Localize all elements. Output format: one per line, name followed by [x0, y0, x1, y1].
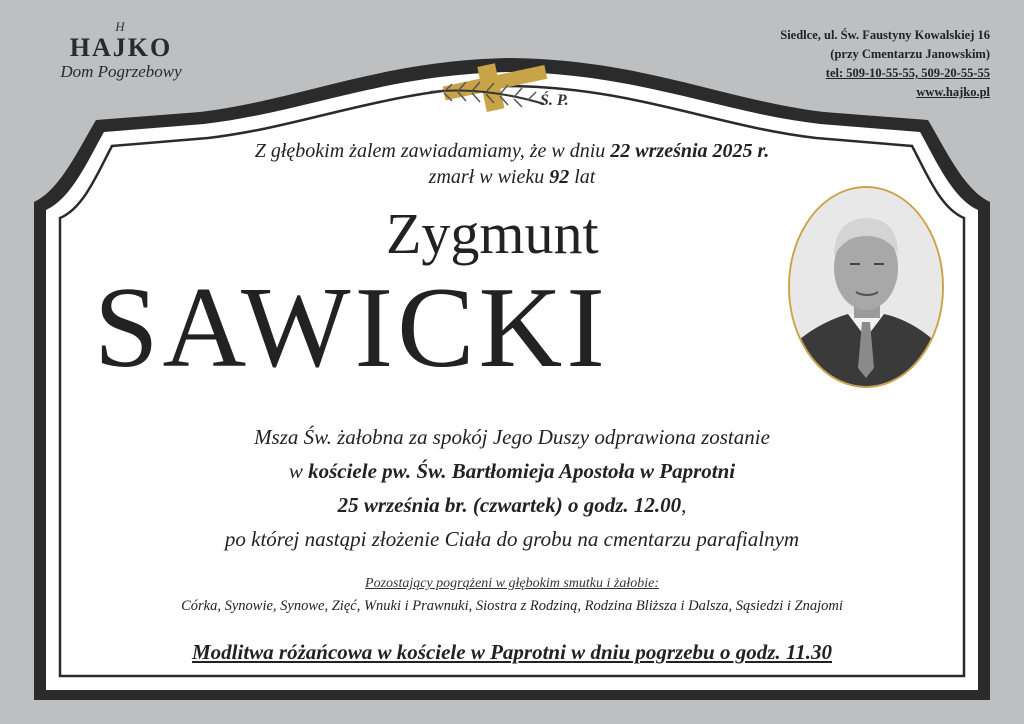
age: 92 [549, 166, 570, 188]
logo-subtitle: Dom Pogrzebowy [60, 62, 182, 81]
deceased-first-name: Zygmunt [386, 201, 599, 266]
mass-datetime: 25 września br. (czwartek) o godz. 12.00 [337, 493, 682, 517]
logo-name: HAJKO [69, 33, 173, 62]
funeral-home-logo [36, 20, 206, 82]
mass-line-2: w kościele pw. Św. Bartłomieja Apostoła w Paprotni [288, 459, 736, 483]
contact-website[interactable]: www.hajko.pl [916, 85, 990, 99]
deceased-portrait [788, 186, 944, 388]
mass-line-1: Msza Św. żałobna za spokój Jego Duszy odprawiona zostanie [254, 425, 770, 449]
church-name: kościele pw. Św. Bartłomieja Apostoła w Paprotni [308, 459, 736, 483]
announcement-line-2: zmarł w wieku 92 lat [428, 166, 596, 188]
logo-monogram: H [115, 19, 127, 34]
mourners-list: Córka, Synowie, Synowe, Zięć, Wnuki i Prawnuki, Siostra z Rodziną, Rodzina Bliższa i Dalsza, Sąsiedzi i Znajomi [181, 598, 843, 614]
sp-abbreviation: Ś. P. [540, 92, 569, 109]
rosary-announcement: Modlitwa różańcowa w kościele w Paprotni w dniu pogrzebu o godz. 11.30 [191, 640, 832, 664]
contact-address: Siedlce, ul. Św. Faustyny Kowalskiej 16 [780, 28, 990, 42]
announcement-line-1: Z głębokim żalem zawiadamiamy, że w dniu 22 września 2025 r. [254, 140, 770, 162]
deceased-last-name: SAWICKI [94, 264, 609, 392]
mourners-heading: Pozostający pogrążeni w głębokim smutku i żałobie: [365, 576, 659, 591]
contact-phone: tel: 509-10-55-55, 509-20-55-55 [825, 66, 990, 80]
mass-line-3: 25 września br. (czwartek) o godz. 12.00, [337, 493, 687, 517]
mass-line-4: po której nastąpi złożenie Ciała do grobu na cmentarzu parafialnym [224, 527, 800, 551]
contact-block [780, 26, 990, 102]
contact-note: (przy Cmentarzu Janowskim) [830, 47, 990, 61]
death-date: 22 września 2025 r. [610, 140, 770, 162]
